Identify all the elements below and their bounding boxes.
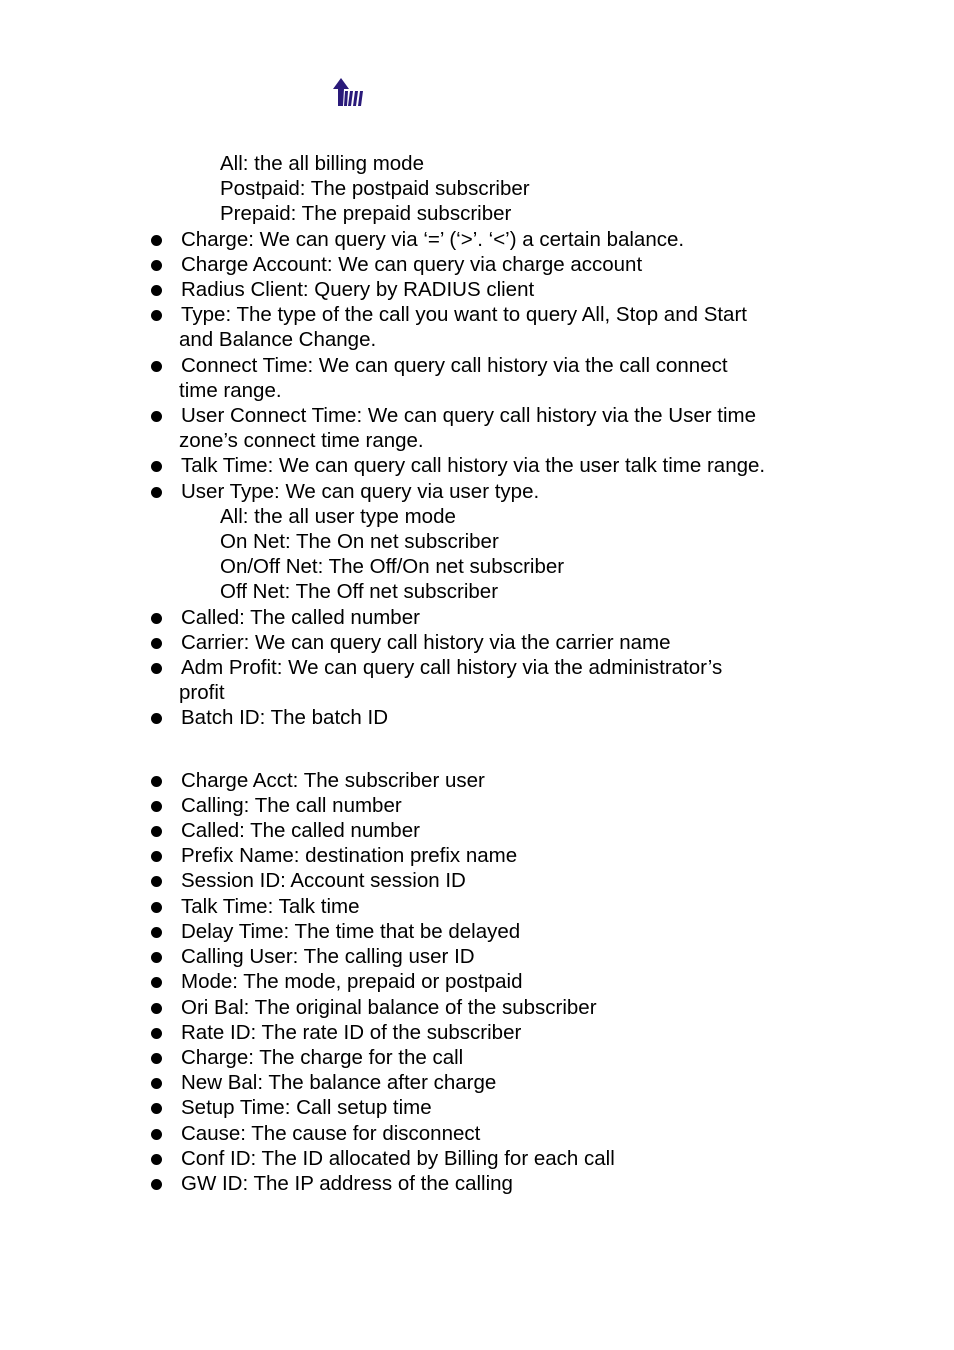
bullet-icon [151, 663, 162, 674]
bullet-icon [151, 801, 162, 812]
list-item [0, 894, 811, 919]
user-type-option: All: the all user type mode [220, 504, 456, 528]
bullet-icon [151, 927, 162, 938]
list-item [0, 630, 811, 655]
bullet-icon [151, 876, 162, 887]
billing-mode-option: All: the all billing mode [220, 152, 424, 175]
bullet-icon [151, 713, 162, 724]
bullet-icon [151, 1078, 162, 1089]
user-type-option: Off Net: The Off net subscriber [220, 580, 499, 604]
list-item-text: User Type: We can query via user type. [181, 479, 540, 503]
list-item [0, 655, 811, 705]
list-item [0, 453, 811, 478]
list-item-text: Charge: The charge for the call [181, 1045, 464, 1069]
bullet-icon [151, 638, 162, 649]
list-item-text: Rate ID: The rate ID of the subscriber [181, 1020, 522, 1044]
bullet-icon [151, 851, 162, 862]
bullet-icon [151, 613, 162, 624]
list-item [0, 353, 811, 403]
user-type-option: On/Off Net: The Off/On net subscriber [220, 555, 565, 579]
bullet-icon [151, 977, 162, 988]
list-item-text: Radius Client: Query by RADIUS client [181, 278, 535, 302]
bullet-icon [151, 902, 162, 913]
list-item-text: Calling: The call number [181, 793, 402, 817]
bullet-icon [151, 411, 162, 422]
list-item [0, 479, 811, 504]
bullet-icon [151, 235, 162, 246]
document-body [0, 151, 954, 1196]
list-item-text: Type: The type of the call you want to query All, Stop and Start [181, 303, 747, 327]
list-item [0, 605, 811, 630]
list-item-text: Talk Time: Talk time [181, 894, 360, 918]
list-item [0, 969, 811, 994]
list-item-text: Conf ID: The ID allocated by Billing for each call [181, 1146, 615, 1170]
bullet-icon [151, 1179, 162, 1190]
list-item-text: Connect Time: We can query call history via the call connect [181, 353, 728, 377]
list-item-text: Calling User: The calling user ID [181, 945, 475, 969]
bullet-icon [151, 1103, 162, 1114]
billing-mode-option: Prepaid: The prepaid subscriber [220, 202, 512, 226]
bullet-icon [151, 1003, 162, 1014]
list-item [0, 793, 811, 818]
list-item-text-continued: time range. [179, 378, 282, 402]
list-item-text: Cause: The cause for disconnect [181, 1121, 481, 1145]
list-item-text: Talk Time: We can query call history via the user talk time range. [181, 454, 766, 478]
list-item-text: Session ID: Account session ID [181, 869, 466, 893]
list-item [0, 1020, 811, 1045]
list-item-text: Charge Acct: The subscriber user [181, 768, 485, 792]
bullet-icon [151, 260, 162, 271]
user-type-option: On Net: The On net subscriber [220, 530, 499, 554]
list-item-text: Mode: The mode, prepaid or postpaid [181, 970, 523, 994]
list-item [0, 995, 811, 1020]
list-item-text: Delay Time: The time that be delayed [181, 919, 521, 943]
list-item-text: User Connect Time: We can query call history via the User time [181, 404, 756, 428]
list-item-text: Adm Profit: We can query call history via the administrator’s [181, 656, 723, 680]
list-item [0, 843, 811, 868]
list-item-text: Called: The called number [181, 819, 420, 843]
list-item-text: Called: The called number [181, 605, 420, 629]
billing-mode-option: Postpaid: The postpaid subscriber [220, 177, 530, 201]
bullet-icon [151, 826, 162, 837]
list-item [0, 277, 811, 302]
bullet-icon [151, 1028, 162, 1039]
bullet-icon [151, 310, 162, 321]
list-item [0, 944, 811, 969]
list-item [0, 403, 811, 453]
list-item-text-continued: and Balance Change. [179, 328, 377, 352]
bullet-icon [151, 487, 162, 498]
list-item-text: Setup Time: Call setup time [181, 1096, 432, 1120]
list-item [0, 302, 811, 352]
list-item [0, 252, 811, 277]
bullet-icon [151, 952, 162, 963]
bullet-icon [151, 1129, 162, 1140]
bullet-icon [151, 1053, 162, 1064]
bullet-icon [151, 461, 162, 472]
list-item [0, 768, 811, 793]
company-logo-icon [332, 78, 366, 108]
list-item-text-continued: zone’s connect time range. [179, 429, 424, 453]
list-item-text: Prefix Name: destination prefix name [181, 844, 518, 868]
list-item [0, 1146, 811, 1171]
list-item [0, 1095, 811, 1120]
bullet-icon [151, 776, 162, 787]
bullet-icon [151, 1154, 162, 1165]
list-item [0, 227, 811, 252]
list-item [0, 1045, 811, 1070]
bullet-icon [151, 361, 162, 372]
list-item-text-continued: profit [179, 681, 225, 705]
list-item-text: New Bal: The balance after charge [181, 1071, 497, 1095]
list-item-text: Charge: We can query via ‘=’ (‘>’. ‘<’) a certain balance. [181, 227, 685, 251]
list-item [0, 868, 811, 893]
list-item-text: GW ID: The IP address of the calling [181, 1171, 513, 1195]
list-item [0, 1121, 811, 1146]
section-spacer [0, 731, 954, 768]
list-item-text: Ori Bal: The original balance of the subscriber [181, 995, 597, 1019]
list-item [0, 818, 811, 843]
list-item-text: Batch ID: The batch ID [181, 706, 389, 730]
list-item [0, 919, 811, 944]
bullet-icon [151, 285, 162, 296]
list-item-text: Carrier: We can query call history via the carrier name [181, 630, 671, 654]
list-item-text: Charge Account: We can query via charge account [181, 252, 643, 276]
list-item [0, 705, 811, 730]
list-item [0, 1070, 811, 1095]
list-item [0, 1171, 811, 1196]
